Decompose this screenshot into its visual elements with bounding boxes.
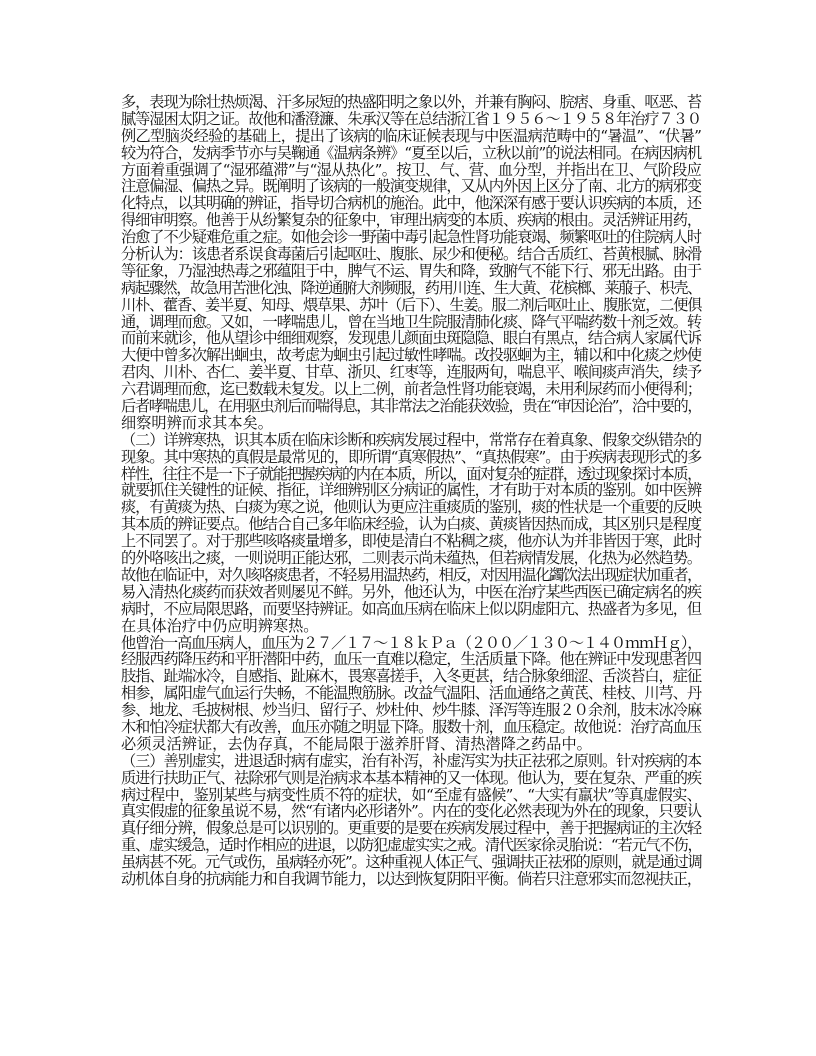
text-line: 多，表现为除壮热烦渴、汗多尿短的热盛阳明之象以外，并兼有胸闷、脘痞、身重、呕恶、苔 — [121, 93, 701, 111]
text-line: 病时，不应局限思路，而要坚持辨证。如高血压病在临床上似以阴虚阳亢、热盛者为多见，但 — [121, 599, 701, 618]
text-line: 通，调理而愈。又如，一哮喘患儿，曾在当地卫生院服清肺化痰、降气平喘药数十剂乏效。转 — [121, 312, 701, 331]
text-line: 现象。其中寒热的真假是最常见的，即所谓“真寒假热”、“真热假寒”。由于疾病表现形式的多 — [121, 447, 702, 466]
text-line: 注意偏湿、偏热之异。既阐明了该病的一般演变规律，又从内外因上区分了南、北方的病邪变 — [121, 177, 701, 196]
text-line: 故他在临证中，对久咳咯痰患者，不轻易用温热药，相反，对因用温化蠲饮法出现症状加重者， — [121, 565, 701, 584]
text-line: 川朴、藿香、姜半夏、知母、煨草果、苏叶（后下）、生姜。服二剂后呕吐止、腹胀宽，二便俱 — [121, 295, 702, 314]
text-line: 肢指、趾端冰冷，自感指、趾麻木，畏寒喜搓手，入冬更甚，结合脉象细涩、舌淡苔白，症征 — [121, 667, 701, 686]
text-line: 化特点，以其明确的辨证，指导切合病机的施治。此中，他深深有感于要认识疾病的本质，还 — [121, 194, 701, 213]
text-line: 得细审明察。他善于从纷繁复杂的征象中，审理出病变的本质、疾病的根由。灵活辨证用药， — [121, 211, 701, 230]
text-line: 参、地龙、毛披树根、炒当归、留行子、炒杜仲、炒牛膝、泽泻等连服２０余剂，肢末冰冷麻 — [121, 701, 701, 720]
text-line: 病过程中，鉴别某些与病变性质不符的症状，如“至虚有盛候”、“大实有羸状”等真虚假实、 — [121, 785, 702, 804]
text-line: 易入清热化痰药而获效者则屡见不鲜。另外，他还认为，中医在治疗某些西医已确定病名的疾 — [121, 582, 701, 601]
text-line: 经服西药降压药和平肝潜阳中药，血压一直难以稳定，生活质量下降。他在辨证中发现患者四 — [121, 650, 701, 669]
text-line: 就要抓住关键性的证候、指征，详细辨别区分病证的属性，才有助于对本质的鉴别。如中医辨 — [121, 481, 701, 500]
text-line: 虽病甚不死。元气或伤，虽病轻亦死”。这种重视人体正气、强调扶正祛邪的原则，就是通过调 — [121, 853, 702, 872]
text-line: 上不同罢了。对于那些咳咯痰量增多，即使是清白不粘稠之痰，他亦认为并非皆因于寒，此时 — [121, 532, 701, 551]
text-line: 腻等湿困太阴之证。故他和潘澄濂、朱承汉等在总结浙江省１９５６～１９５８年治疗７３０ — [121, 109, 701, 128]
text-line: 他曾治一高血压病人，血压为２７／１７～１８ｋＰａ（２００／１３０～１４０ｍｍＨｇ）， — [121, 633, 702, 652]
text-line: 大便中曾多次解出蛔虫，故考虑为蛔虫引起过敏性哮喘。改投驱蛔为主，辅以和中化痰之炒使 — [121, 346, 701, 365]
text-line: 的外咯咳出之痰，一则说明正能达邪，二则表示尚未蕴热，但若病情发展，化热为必然趋势。 — [121, 549, 701, 568]
text-line: 等征象，乃湿浊热毒之邪蕴阻于中，脾气不运、胃失和降，致腑气不能下行、邪无出路。由于 — [121, 261, 701, 280]
text-line: 质进行扶助正气、祛除邪气则是治病求本基本精神的又一体现。他认为，要在复杂、严重的疾 — [121, 768, 701, 787]
text-line: 动机体自身的抗病能力和自我调节能力，以达到恢复阴阳平衡。倘若只注意邪实而忽视扶正， — [121, 869, 701, 888]
text-line: 六君调理而愈，迄已数载未复发。以上二例，前者急性肾功能衰竭，未用利尿药而小便得利； — [121, 380, 701, 399]
text-line: 真仔细分辨，假象总是可以识别的。更重要的是要在疾病发展过程中，善于把握病证的主次轻 — [121, 819, 701, 838]
text-line: 细察明辨而求其本矣。 — [121, 413, 273, 432]
text-line: 痰，有黄痰为热、白痰为寒之说，他则认为更应注重痰质的鉴别，痰的性状是一个重要的反映 — [121, 498, 701, 517]
text-line: 方面着重强调了“湿邪蕴滞”与“湿从热化”。按卫、气、营、血分型，并指出在卫、气阶段应 — [121, 160, 702, 179]
text-line: 必须灵活辨证，去伪存真，不能局限于滋养肝肾、清热潜降之药品中。 — [121, 734, 592, 753]
text-line: 病起骤然，故急用苦泄化浊、降逆通腑大剂频服，药用川连、生大黄、花槟榔、莱菔子、枳壳、 — [121, 278, 701, 297]
text-line: 其本质的辨证要点。他结合自己多年临床经验，认为白痰、黄痰皆因热而成，其区别只是程度 — [121, 515, 701, 534]
text-line: 木和怕冷症状都大有改善，血压亦随之明显下降。服数十剂，血压稳定。故他说：治疗高血压 — [121, 717, 701, 736]
text-line: 君肉、川朴、杏仁、姜半夏、甘草、浙贝、红枣等，连服两旬，喘息平、喉间痰声消失，续予 — [121, 363, 701, 382]
document-page — [121, 94, 701, 888]
text-line: 真实假虚的征象虽说不易，然“有诸内必形诸外”。内在的变化必然表现为外在的现象，只要认 — [121, 802, 702, 821]
text-line: 而前来就诊，他从望诊中细细观察，发现患儿颜面虫斑隐隐、眼白有黑点，结合病人家属代诉 — [121, 329, 701, 348]
text-line: 较为符合，发病季节亦与吴鞠通《温病条辨》“夏至以后，立秋以前”的说法相同。在病因病机 — [121, 143, 702, 162]
text-line: （三）善别虚实，进退适时病有虚实，治有补泻，补虚泻实为扶正祛邪之原则。针对疾病的本 — [121, 751, 701, 770]
text-line: 分析认为：该患者系误食毒菌后引起呕吐、腹胀、尿少和便秘。结合舌质红、苔黄根腻、脉滑 — [121, 245, 701, 264]
text-line: （二）详辨寒热，识其本质在临床诊断和疾病发展过程中，常常存在着真象、假象交纵错杂的 — [121, 430, 701, 449]
text-line: 治愈了不少疑难危重之症。如他会诊一野菌中毒引起急性肾功能衰竭、频繁呕吐的住院病人时 — [121, 228, 701, 247]
text-line: 样性，往往不是一下子就能把握疾病的内在本质，所以，面对复杂的症群，透过现象探讨本质， — [121, 464, 701, 483]
text-line: 例乙型脑炎经验的基础上，提出了该病的临床证候表现与中医温病范畴中的“暑温”、“伏暑” — [121, 126, 702, 145]
text-line: 重、虚实缓急，适时作相应的进退，以防犯虚虚实实之戒。清代医家徐灵胎说：“若元气不伤， — [121, 836, 702, 855]
text-line: 后者哮喘患儿，在用驱虫剂后而喘得息，其非常法之治能获效验，贵在“审因论治”，洽中要的， — [121, 397, 702, 416]
text-line: 在具体治疗中仍应明辨寒热。 — [121, 616, 319, 635]
text-line: 相参，属阳虚气血运行失畅，不能温煦筋脉。改益气温阳、活血通络之黄芪、桂枝、川芎、丹 — [121, 684, 701, 703]
